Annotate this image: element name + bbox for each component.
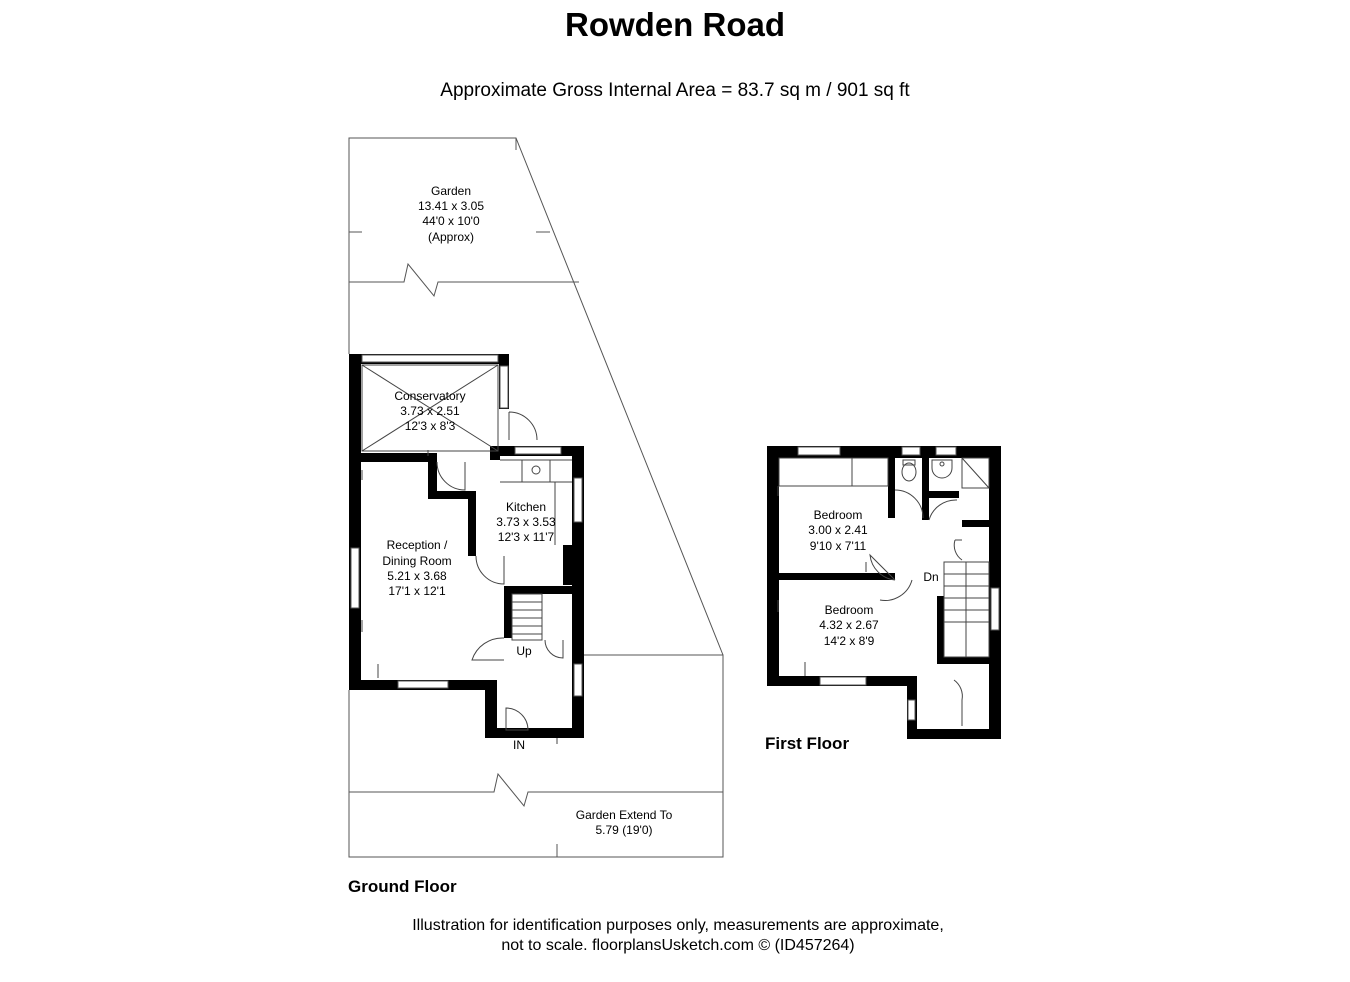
first-floor-label: First Floor [765, 734, 850, 753]
kitchen-imperial: 12'3 x 11'7 [497, 530, 555, 544]
ground-stairs [512, 594, 542, 640]
bedroom1-metric: 3.00 x 2.41 [808, 523, 868, 537]
garden-name: Garden [430, 184, 472, 198]
garden-note: (Approx) [427, 230, 475, 244]
conservatory-imperial: 12'3 x 8'3 [404, 419, 456, 433]
garden-metric: 13.41 x 3.05 [417, 199, 485, 213]
disclaimer-footer [0, 916, 1350, 956]
reception-imperial: 17'1 x 12'1 [388, 584, 446, 598]
page-title: Rowden Road [565, 6, 785, 43]
entrance-label: IN [513, 738, 525, 752]
bathroom-fittings [902, 458, 989, 488]
kitchen-name: Kitchen [505, 500, 547, 514]
bedroom2-metric: 4.32 x 2.67 [819, 618, 879, 632]
ground-floor-walls [349, 354, 584, 738]
garden-extend-dimension: 5.79 (19'0) [595, 823, 653, 837]
bedroom2-imperial: 14'2 x 8'9 [823, 634, 875, 648]
disclaimer-line1: Illustration for identification purposes only, measurements are approximate, [412, 917, 944, 934]
ground-stairs-label: Up [516, 644, 532, 658]
first-floor-plan [767, 446, 1001, 739]
ground-floor-label: Ground Floor [348, 877, 457, 896]
reception-metric: 5.21 x 3.68 [387, 569, 447, 583]
wardrobe [779, 458, 888, 486]
garden-imperial: 44'0 x 10'0 [422, 214, 480, 228]
disclaimer-line2: not to scale. floorplansUsketch.com © (ID457264) [501, 937, 855, 954]
conservatory-name: Conservatory [394, 389, 466, 403]
reception-name-line1: Reception / [386, 538, 448, 552]
reception-name-line2: Dining Room [382, 554, 452, 568]
bedroom1-name: Bedroom [813, 508, 863, 522]
bedroom1-imperial: 9'10 x 7'11 [809, 539, 867, 553]
gross-area-text: Approximate Gross Internal Area = 83.7 sq m / 901 sq ft [440, 80, 910, 101]
bedroom2-name: Bedroom [824, 603, 874, 617]
first-stairs-label: Dn [923, 570, 939, 584]
ground-floor-plan [349, 138, 723, 857]
garden-outline [349, 138, 723, 857]
first-stairs [944, 562, 989, 657]
kitchen-metric: 3.73 x 3.53 [496, 515, 556, 529]
conservatory-metric: 3.73 x 2.51 [400, 404, 460, 418]
garden-extend-name: Garden Extend To [575, 808, 673, 822]
